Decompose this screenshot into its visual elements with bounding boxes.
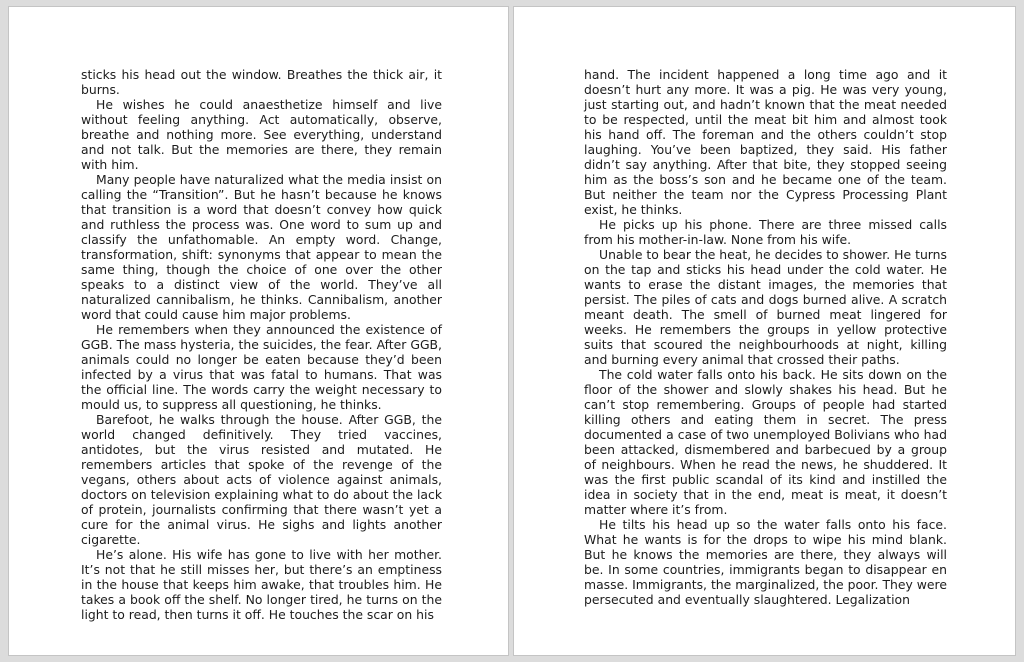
right-page[interactable] xyxy=(513,6,1016,656)
paragraph: hand. The incident happened a long time ago and it doesn’t hurt any more. It was a pig. He was very young, just starting out, and hadn’t known that the meat needed to be respected, until the meat bit him and almost took his hand off. The foreman and the others couldn’t stop laughing. You’ve been baptized, they said. His father didn’t say anything. After that bite, they stopped seeing him as the boss’s son and he became one of the team. But neither the team nor the Cypress Processing Plant exist, he thinks. xyxy=(584,67,947,217)
paragraph: He remembers when they announced the existence of GGB. The mass hysteria, the suicides, the fear. After GGB, animals could no longer be eaten because they’d been infected by a virus that was fatal to humans. That was the official line. The words carry the weight necessary to mould us, to suppress all questioning, he thinks. xyxy=(81,322,442,412)
paragraph: He tilts his head up so the water falls onto his face. What he wants is for the drops to wipe his mind blank. But he knows the memories are there, they always will be. In some countries, immigrants began to disappear en masse. Immigrants, the marginalized, the poor. They were persecuted and eventually slaughtered. Legalization xyxy=(584,517,947,607)
paragraph: Barefoot, he walks through the house. After GGB, the world changed definitively. They tried vaccines, antidotes, but the virus resisted and mutated. He remembers articles that spoke of the revenge of the vegans, others about acts of violence against animals, doctors on television explaining what to do about the lack of protein, journalists confirming that there wasn’t yet a cure for the animal virus. He sighs and lights another cigarette. xyxy=(81,412,442,547)
paragraph: Unable to bear the heat, he decides to shower. He turns on the tap and sticks his head under the cold water. He wants to erase the distant images, the memories that persist. The piles of cats and dogs burned alive. A scratch meant death. The smell of burned meat lingered for weeks. He remembers the groups in yellow protective suits that scoured the neighbourhoods at night, killing and burning every animal that crossed their paths. xyxy=(584,247,947,367)
paragraph: Many people have naturalized what the media insist on calling the “Transition”. But he hasn’t because he knows that transition is a word that doesn’t convey how quick and ruthless the process was. One word to sum up and classify the unfathomable. An empty word. Change, transformation, shift: synonyms that appear to mean the same thing, though the choice of one over the other speaks to a distinct view of the world. They’ve all naturalized cannibalism, he thinks. Cannibalism, another word that could cause him major problems. xyxy=(81,172,442,322)
paragraph: He’s alone. His wife has gone to live with her mother. It’s not that he still misses her, but there’s an emptiness in the house that keeps him awake, that troubles him. He takes a book off the shelf. No longer tired, he turns on the light to read, then turns it off. He touches the scar on his xyxy=(81,547,442,622)
right-page-text xyxy=(584,67,947,607)
paragraph: He wishes he could anaesthetize himself and live without feeling anything. Act automatically, observe, breathe and nothing more. See everything, understand and not talk. But the memories are there, they remain with him. xyxy=(81,97,442,172)
paragraph: sticks his head out the window. Breathes the thick air, it burns. xyxy=(81,67,442,97)
paragraph: He picks up his phone. There are three missed calls from his mother-in-law. None from his wife. xyxy=(584,217,947,247)
left-page-text xyxy=(81,67,442,622)
paragraph: The cold water falls onto his back. He sits down on the floor of the shower and slowly shakes his head. But he can’t stop remembering. Groups of people had started killing others and eating them in secret. The press documented a case of two unemployed Bolivians who had been attacked, dismembered and barbecued by a group of neighbours. When he read the news, he shuddered. It was the first public scandal of its kind and instilled the idea in society that in the end, meat is meat, it doesn’t matter where it’s from. xyxy=(584,367,947,517)
left-page[interactable] xyxy=(8,6,509,656)
